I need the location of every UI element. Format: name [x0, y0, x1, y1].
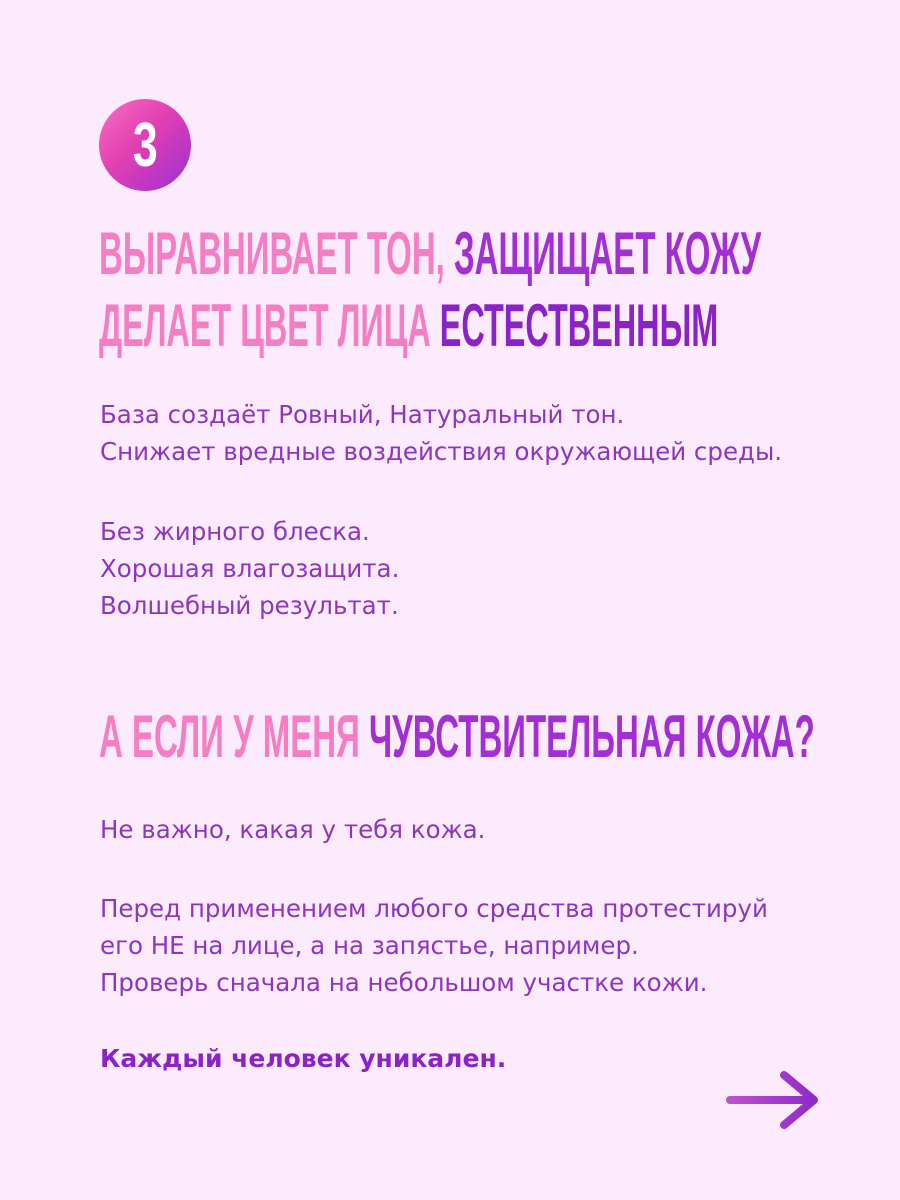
paragraph-4-line: Проверь сначала на небольшом участке кожи.: [100, 968, 708, 997]
paragraph-2-line: Без жирного блеска.: [100, 517, 370, 546]
paragraph-4: [100, 890, 768, 1001]
heading-1-line-1: [99, 220, 762, 287]
heading-2: [99, 703, 815, 770]
paragraph-3-line: Не важно, какая у тебя кожа.: [100, 815, 486, 844]
paragraph-4-line: Перед применением любого средства протестируй: [100, 894, 768, 923]
paragraph-3: [100, 811, 485, 848]
arrow-right-icon[interactable]: [724, 1067, 822, 1133]
heading-1-line-1-part-1: ВЫРАВНИВАЕТ ТОН,: [99, 220, 445, 287]
step-number: 3: [132, 110, 158, 180]
paragraph-2: [100, 513, 399, 624]
closing-statement: Каждый человек уникален.: [100, 1044, 507, 1073]
heading-1-line-2-part-1: ДЕЛАЕТ ЦВЕТ ЛИЦА: [99, 292, 431, 359]
paragraph-2-line: Волшебный результат.: [100, 591, 399, 620]
step-number-badge: [99, 99, 191, 191]
heading-1-line-2: [99, 292, 719, 359]
heading-2-part-2: ЧУВСТВИТЕЛЬНАЯ КОЖА?: [368, 703, 815, 770]
heading-1-line-2-part-2: ЕСТЕСТВЕННЫМ: [439, 292, 719, 359]
paragraph-1-line: База создаёт Ровный, Натуральный тон.: [100, 400, 625, 429]
paragraph-4-line: его НЕ на лице, а на запястье, например.: [100, 931, 639, 960]
paragraph-2-line: Хорошая влагозащита.: [100, 554, 400, 583]
heading-2-part-1: А ЕСЛИ У МЕНЯ: [99, 703, 360, 770]
paragraph-1: [100, 396, 782, 470]
heading-1-line-1-part-2: ЗАЩИЩАЕТ КОЖУ: [453, 220, 762, 287]
paragraph-1-line: Снижает вредные воздействия окружающей среды.: [100, 437, 783, 466]
